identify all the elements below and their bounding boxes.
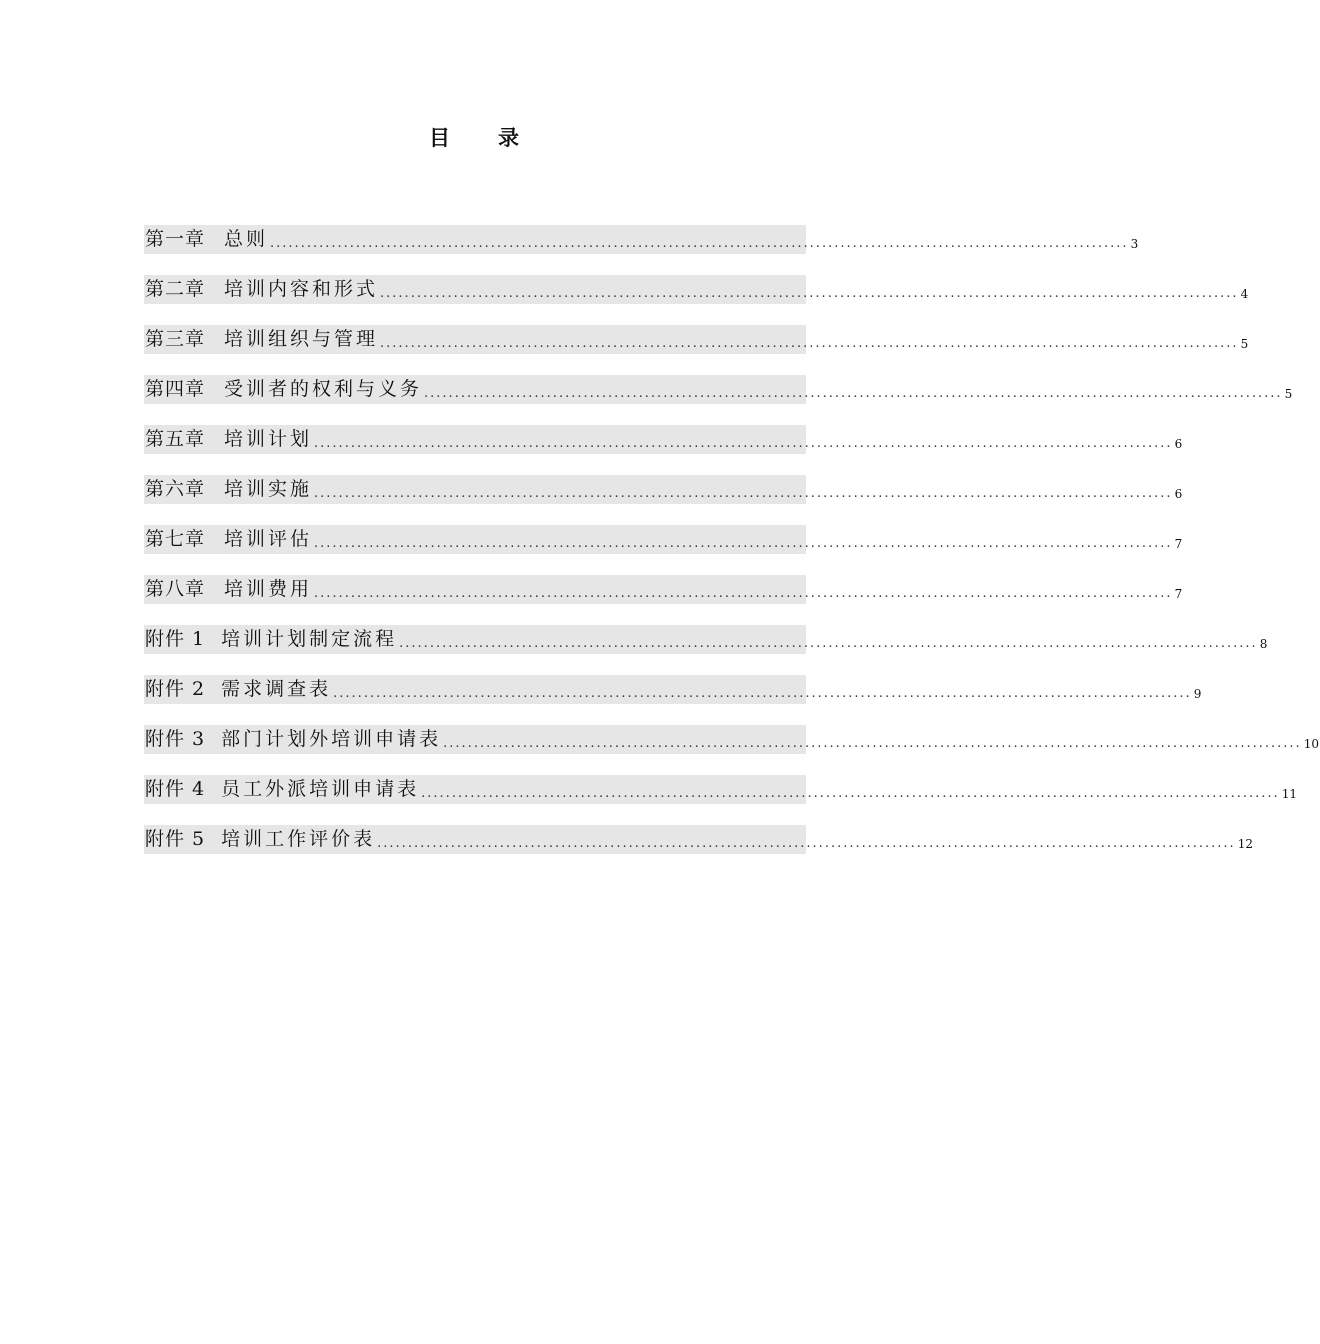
toc-entry-title: 培训内容和形式 xyxy=(224,278,379,300)
toc-entry-title: 部门计划外培训申请表 xyxy=(221,728,442,750)
toc-entry[interactable] xyxy=(144,575,1183,604)
toc-entry-title: 培训计划 xyxy=(224,428,313,450)
toc-entry[interactable] xyxy=(144,825,1253,854)
toc-entry[interactable] xyxy=(144,225,1139,254)
toc-entry-page: 5 xyxy=(1240,337,1249,351)
toc-entry-title: 培训工作评价表 xyxy=(221,828,376,850)
toc-leader-dots: ............................................................................................................................................ xyxy=(270,236,1129,251)
toc-entry-page: 11 xyxy=(1281,787,1297,801)
toc-entry[interactable] xyxy=(144,675,1202,704)
toc-entry-title: 需求调查表 xyxy=(221,678,332,700)
toc-leader-dots: ............................................................................................................................................ xyxy=(314,586,1173,601)
toc-entry-label: 附件 1 xyxy=(145,628,206,650)
toc-entry-label: 第六章 xyxy=(145,478,206,500)
toc-entry-page: 10 xyxy=(1303,737,1319,751)
toc-entry[interactable] xyxy=(144,275,1249,304)
toc-entry[interactable] xyxy=(144,375,1293,404)
toc-entry-label: 第五章 xyxy=(145,428,206,450)
toc-entry-label: 附件 2 xyxy=(145,678,206,700)
toc-entry-label: 第一章 xyxy=(145,228,206,250)
toc-leader-dots: ............................................................................................................................................ xyxy=(399,636,1258,651)
toc-leader-dots: ............................................................................................................................................ xyxy=(377,836,1236,851)
toc-entry[interactable] xyxy=(144,625,1268,654)
toc-entry-label: 附件 5 xyxy=(145,828,206,850)
toc-leader-dots: ............................................................................................................................................ xyxy=(333,686,1192,701)
toc-entry-title: 培训实施 xyxy=(224,478,313,500)
toc-entry-label: 附件 3 xyxy=(145,728,206,750)
toc-entry-title: 培训费用 xyxy=(224,578,313,600)
page-title-char: 目 xyxy=(429,125,452,150)
toc-entry-page: 7 xyxy=(1174,537,1183,551)
toc-entry-title: 总则 xyxy=(224,228,269,250)
toc-leader-dots: ............................................................................................................................................ xyxy=(424,386,1283,401)
toc-entry-title: 员工外派培训申请表 xyxy=(221,778,420,800)
toc-entry[interactable] xyxy=(144,725,1319,754)
toc-entry-label: 第七章 xyxy=(145,528,206,550)
toc-entry-page: 4 xyxy=(1240,287,1249,301)
toc-entry-page: 7 xyxy=(1174,587,1183,601)
toc-entry-title: 培训评估 xyxy=(224,528,313,550)
toc-entry-page: 5 xyxy=(1284,387,1293,401)
toc-entry-title: 培训组织与管理 xyxy=(224,328,379,350)
toc-entry-page: 9 xyxy=(1193,687,1202,701)
toc-leader-dots: ............................................................................................................................................ xyxy=(314,486,1173,501)
page-title xyxy=(0,122,950,152)
toc-entry[interactable] xyxy=(144,525,1183,554)
page-title-char: 录 xyxy=(498,125,521,150)
toc-leader-dots: ............................................................................................................................................ xyxy=(314,536,1173,551)
toc-entry-page: 6 xyxy=(1174,487,1183,501)
toc-leader-dots: ............................................................................................................................................ xyxy=(380,336,1239,351)
toc-entry-page: 12 xyxy=(1237,837,1253,851)
toc-leader-dots: ............................................................................................................................................ xyxy=(380,286,1239,301)
toc-entry-page: 3 xyxy=(1130,237,1139,251)
toc-entry-label: 附件 4 xyxy=(145,778,206,800)
toc-entry-label: 第八章 xyxy=(145,578,206,600)
toc-entry[interactable] xyxy=(144,475,1183,504)
toc-leader-dots: ............................................................................................................................................ xyxy=(421,786,1280,801)
toc-entry-page: 6 xyxy=(1174,437,1183,451)
toc-entry-label: 第二章 xyxy=(145,278,206,300)
toc-leader-dots: ............................................................................................................................................ xyxy=(443,736,1302,751)
toc-entry[interactable] xyxy=(144,325,1249,354)
toc-entry[interactable] xyxy=(144,425,1183,454)
toc-entry-title: 受训者的权利与义务 xyxy=(224,378,423,400)
toc-leader-dots: ............................................................................................................................................ xyxy=(314,436,1173,451)
toc-entry[interactable] xyxy=(144,775,1297,804)
toc-entry-label: 第四章 xyxy=(145,378,206,400)
toc-entry-label: 第三章 xyxy=(145,328,206,350)
table-of-contents xyxy=(144,225,1319,875)
toc-entry-page: 8 xyxy=(1259,637,1268,651)
toc-entry-title: 培训计划制定流程 xyxy=(221,628,398,650)
